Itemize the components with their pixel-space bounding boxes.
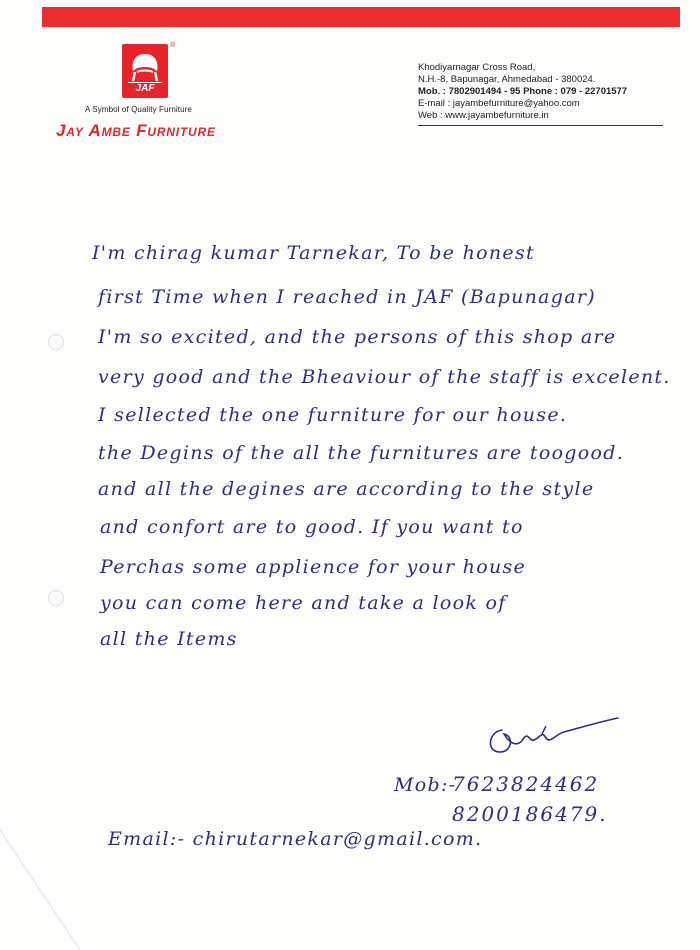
address-divider [418,125,663,126]
phone-numbers: Mob. : 7802901494 - 95 Phone : 079 - 22701577 [418,86,628,97]
mobile-label: Mob:- [394,774,457,796]
letter-line-8: and confort are to good. If you want to [100,516,524,538]
punch-hole-top [48,334,64,350]
paper-fold-mark [0,820,90,950]
brand-name: Jay Ambe Furniture [56,121,216,140]
company-website: Web : www.jayambefurniture.in [418,110,549,121]
letter-line-1: I'm chirag kumar Tarnekar, To be honest [92,242,535,264]
letter-line-2: first Time when I reached in JAF (Bapunagar) [98,286,596,308]
mobile-number-2: 8200186479. [452,802,608,826]
letter-line-5: I sellected the one furniture for our house. [98,404,568,426]
registered-mark: ® [170,42,176,49]
letter-line-3: I'm so excited, and the persons of this shop are [98,326,617,348]
letter-line-4: very good and the Bheaviour of the staff is excelent. [98,366,671,388]
signature-mark [484,712,624,762]
jaf-logo [122,44,168,98]
logo-badge: JAF [128,82,162,95]
punch-hole-bottom [48,590,64,606]
brand-tagline: A Symbol of Quality Furniture [85,105,192,114]
address-line-2: N.H.-8, Bapunagar, Ahmedabad - 380024. [418,74,596,85]
address-block [418,62,663,126]
company-email: E-mail : jayambefurniture@yahoo.com [418,98,580,109]
letter-line-9: Perchas some applience for your house [100,556,527,578]
address-line-1: Khodiyarnagar Cross Road, [418,62,536,73]
mobile-number-1: 7623824462 [452,772,600,796]
letter-line-7: and all the degines are according to the style [98,478,595,500]
letter-line-11: all the Items [100,628,238,650]
letter-line-10: you can come here and take a look of [100,592,507,614]
letter-line-6: the Degins of the all the furnitures are toogood. [98,442,625,464]
letterhead-top-bar [42,7,680,27]
chair-logo-icon [122,44,168,84]
sender-email: Email:- chirutarnekar@gmail.com. [108,828,483,850]
